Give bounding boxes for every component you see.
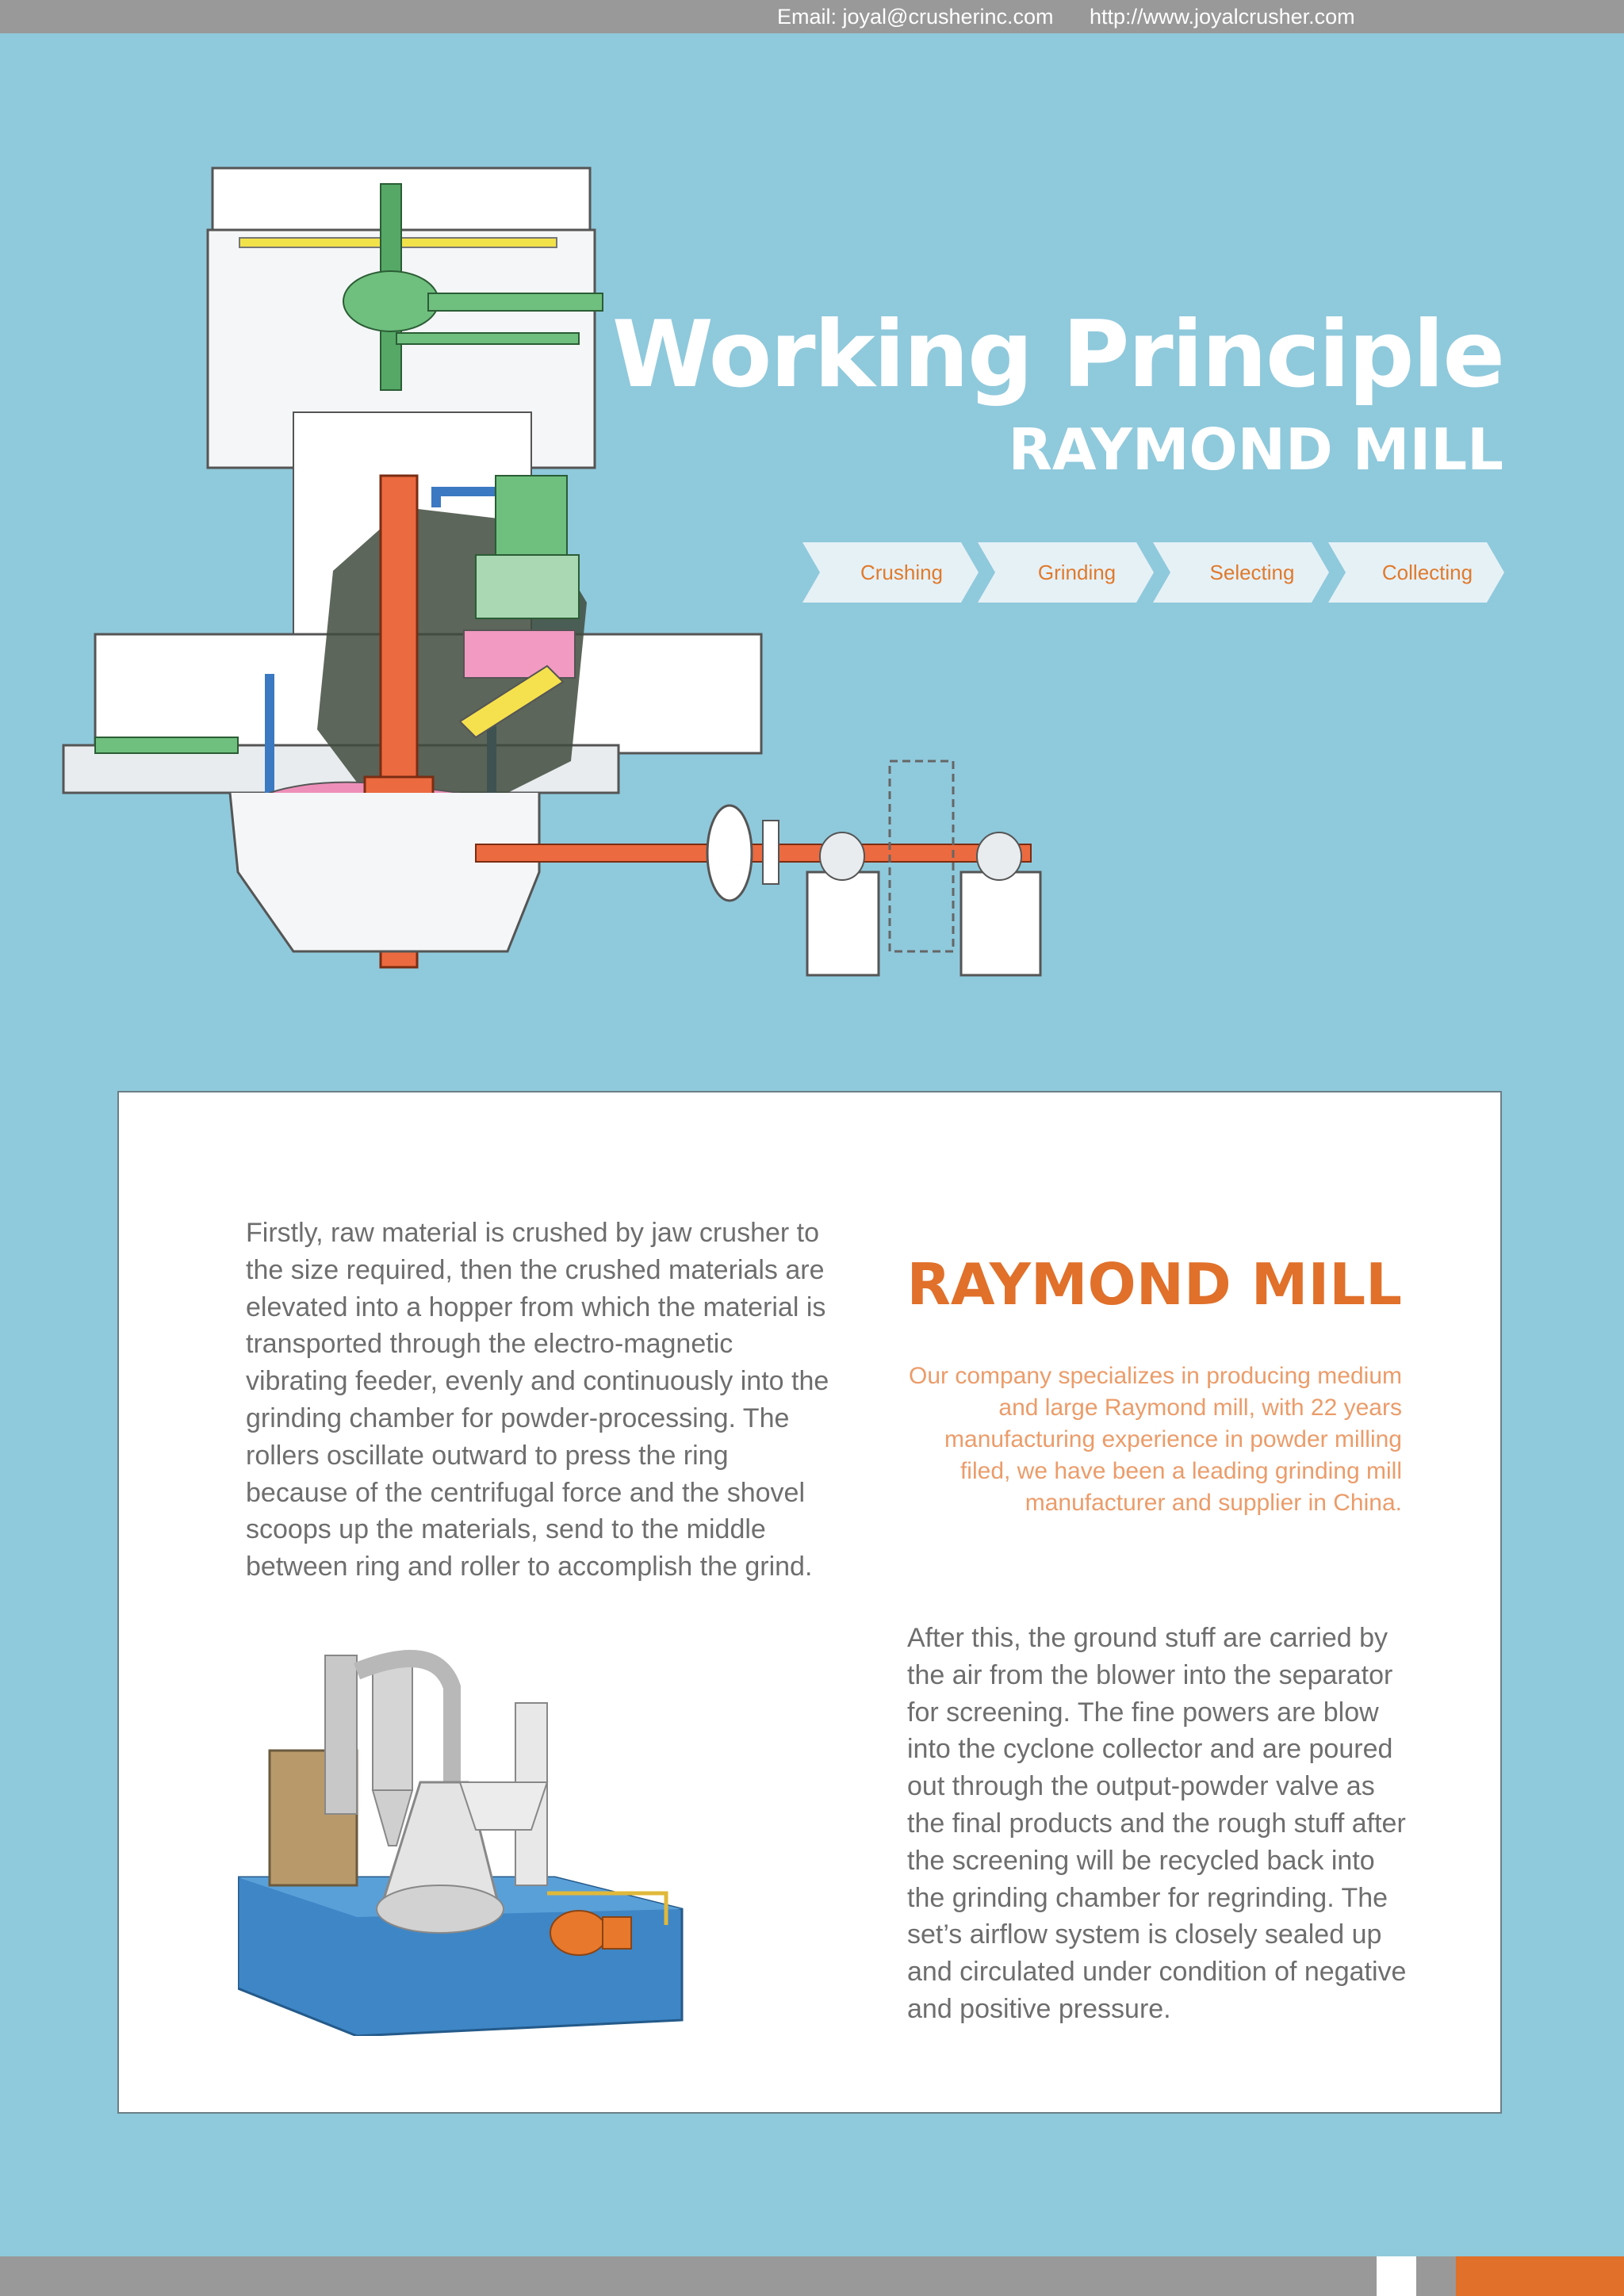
step-label: Crushing <box>860 561 944 584</box>
step-crushing <box>802 542 979 603</box>
step-label: Grinding <box>1037 561 1116 584</box>
panel-title: RAYMOND MILL <box>906 1251 1402 1318</box>
contact-email[interactable]: Email: joyal@crusherinc.com <box>777 5 1054 29</box>
content-panel <box>117 1091 1502 2114</box>
company-description: Our company specializes in producing medium and large Raymond mill, with 22 years manufacturing experience in powder milling filed, we have been a leading grinding mill manufacturer and supplier in China. <box>909 1363 1402 1516</box>
step-label: Collecting <box>1381 561 1473 584</box>
step-label: Selecting <box>1209 561 1295 584</box>
website-link[interactable]: http://www.joyalcrusher.com <box>1090 5 1355 29</box>
footer-white-block <box>1377 2256 1416 2296</box>
step-selecting <box>1153 542 1329 603</box>
step-grinding <box>978 542 1154 603</box>
footer-accent-block <box>1456 2256 1624 2296</box>
step-collecting <box>1328 542 1504 603</box>
page-subtitle: RAYMOND MILL <box>1008 416 1503 483</box>
process-steps <box>802 542 1504 603</box>
page-title: Working Principle <box>611 301 1503 408</box>
process-description-part2: After this, the ground stuff are carried by the air from the blower into the separator for screening. The fine powers are blow into the cyclone collector and are poured out through the output-powder valve as the final products and the rough stuff after the screening will be recycled back into the grinding chamber for regrinding. The set’s airflow system is closely sealed up and circulated under condition of negative and positive pressure. <box>907 1623 1407 2024</box>
contact-bar <box>0 0 1624 33</box>
raymond-mill-plant-image <box>238 1640 698 2036</box>
process-description-part1: Firstly, raw material is crushed by jaw crusher to the size required, then the crushed materials are elevated into a hopper from which the material is transported through the electro-magnetic vibrating feeder, evenly and continuously into the grinding chamber for powder-processing. The rollers oscillate outward to press the ring because of the centrifugal force and the shovel scoops up the materials, send to the middle between ring and roller to accomplish the grind. <box>246 1218 829 1582</box>
